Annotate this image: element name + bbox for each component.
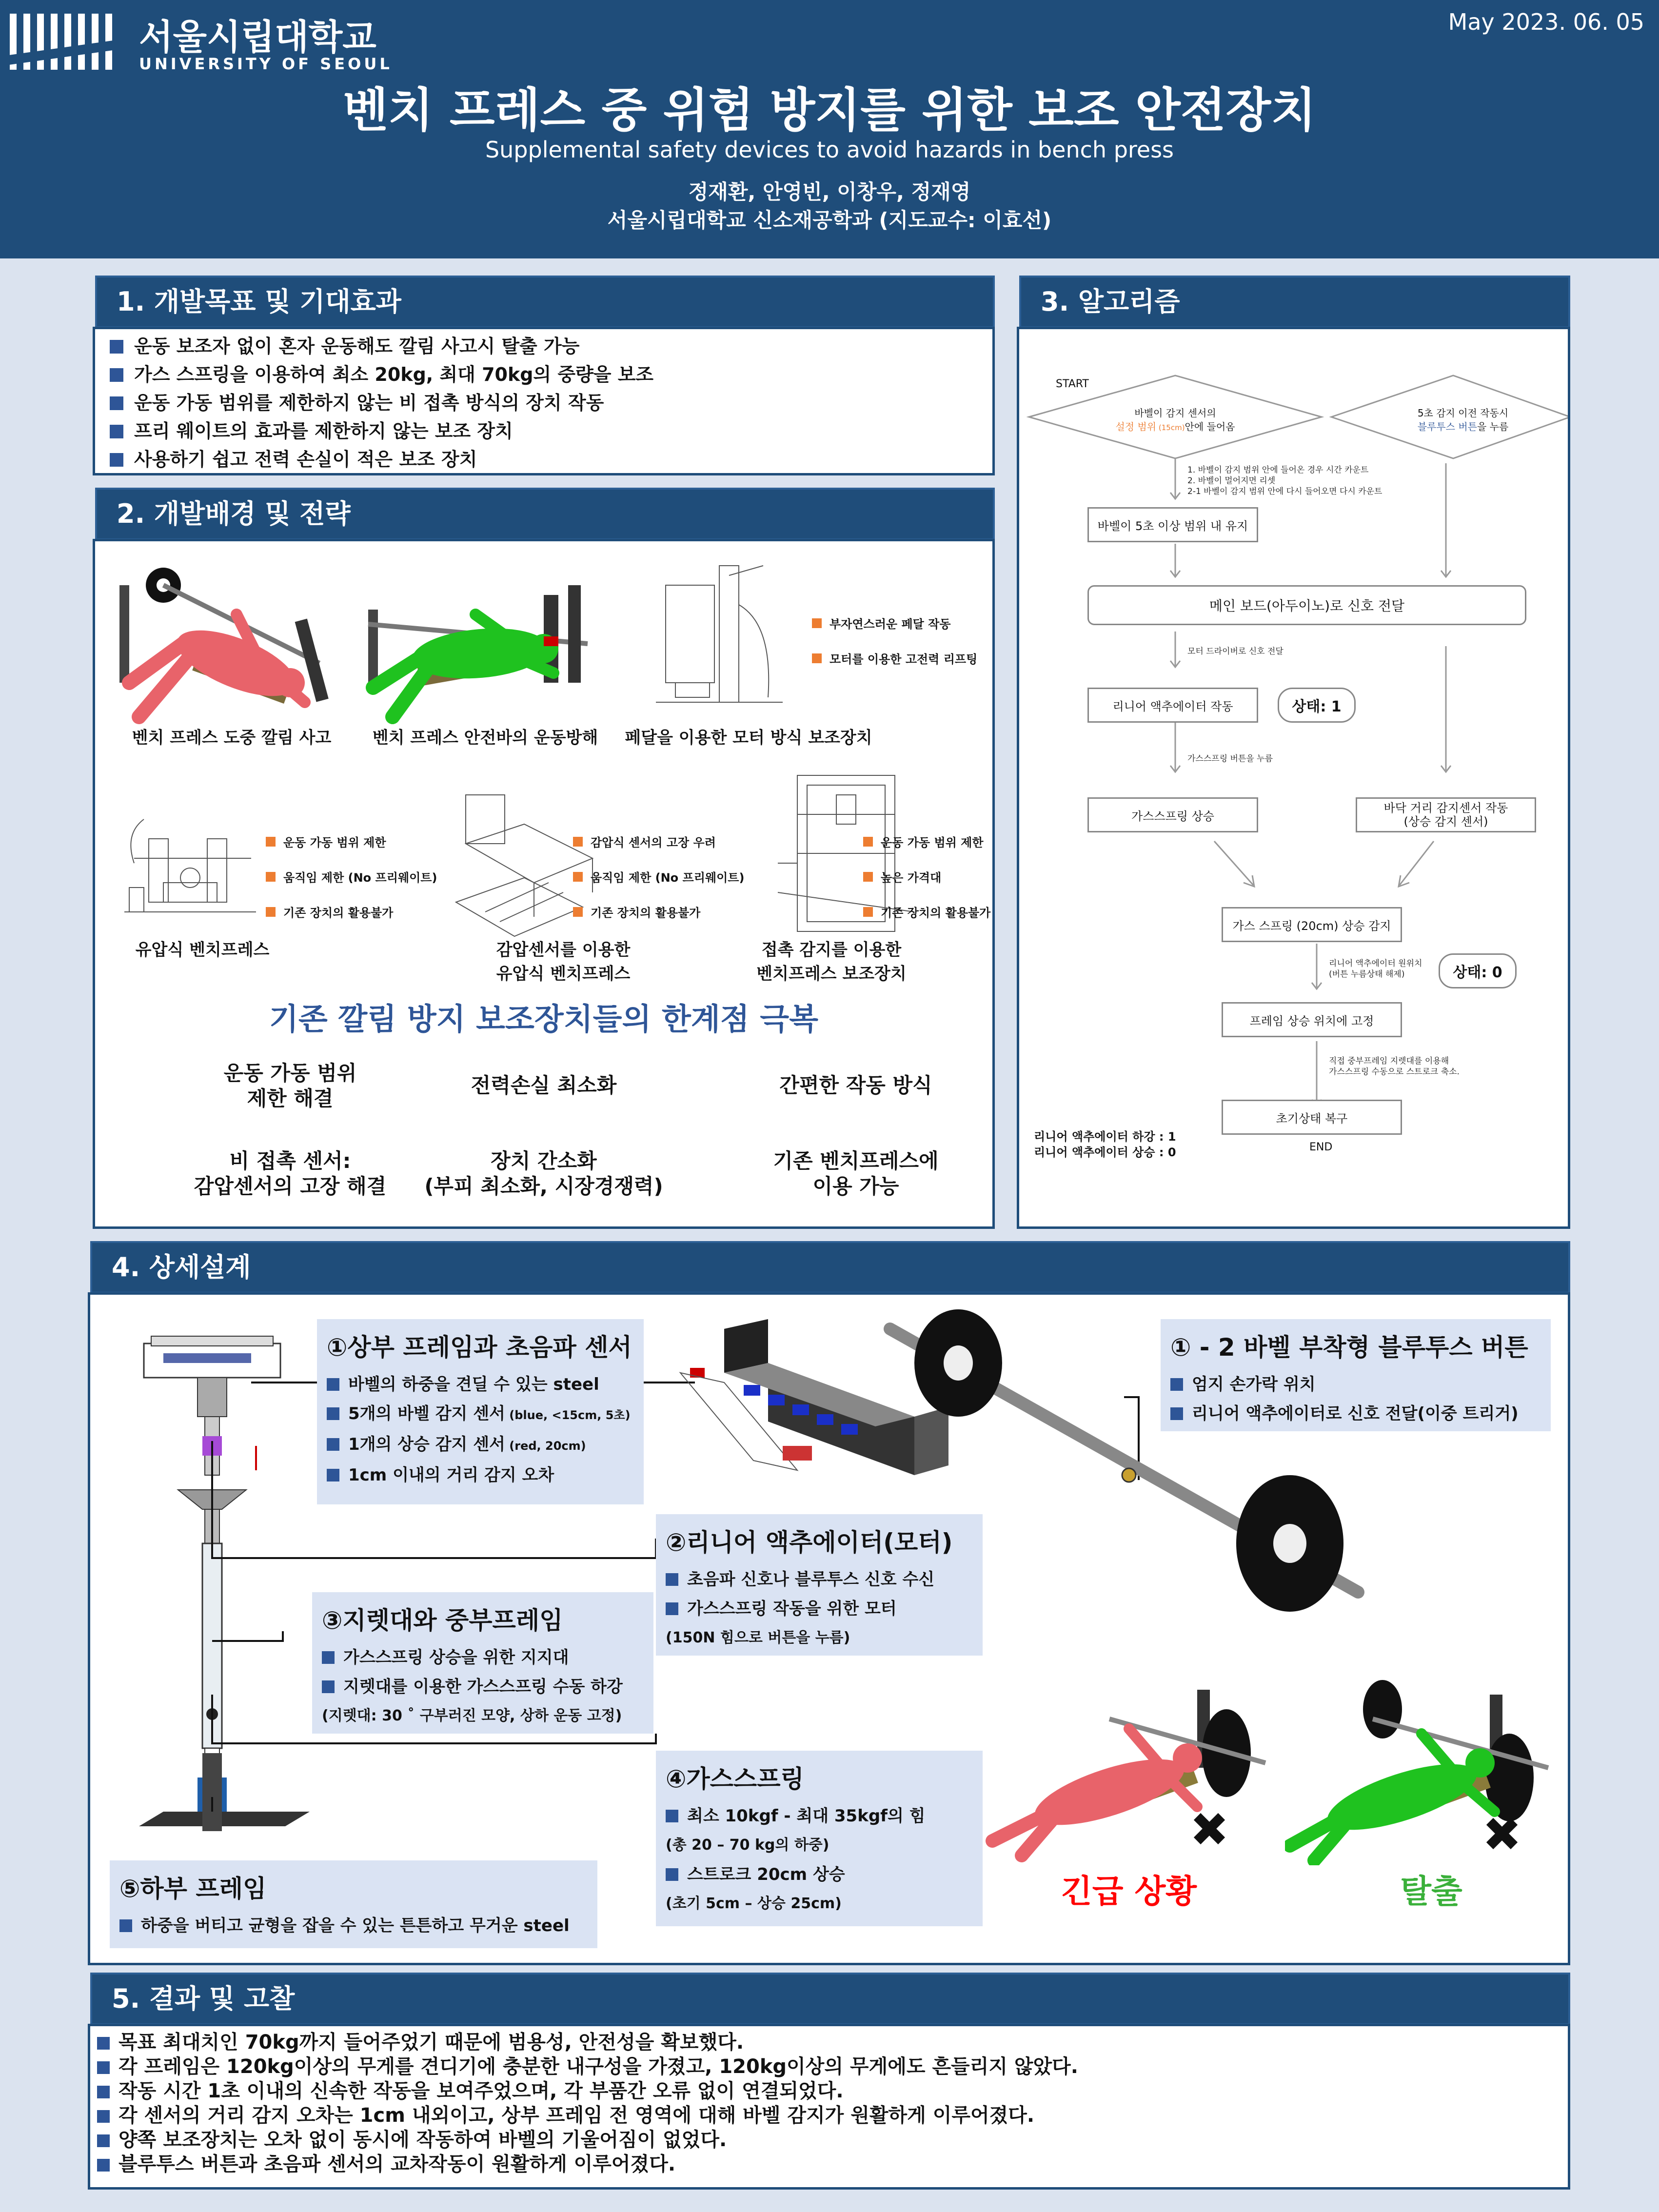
- callout-line: 바벨의 하중을 견딜 수 있는 steel: [327, 1370, 634, 1399]
- goal-item: 운동 가동 범위를 제한하지 않는 비 접촉 방식의 장치 작동: [95, 389, 992, 417]
- section-2-body: [93, 539, 995, 1229]
- range-highlight-small: (15cm): [1156, 423, 1185, 432]
- authors: [0, 178, 1659, 235]
- hydraulic-note: 운동 가동 범위 제한: [266, 833, 386, 850]
- feature-power: 전력손실 최소화: [471, 1073, 617, 1097]
- section-5-body: [88, 2024, 1570, 2190]
- state-legend: [1034, 1129, 1176, 1160]
- callout-linear-actuator: [656, 1514, 983, 1656]
- note-line: (버튼 누름상태 해제): [1329, 969, 1405, 979]
- feature-line: 이용 가능: [812, 1174, 899, 1198]
- university-name-kr: 서울시립대학교: [139, 17, 376, 58]
- feature-line: 기존 벤치프레스에: [773, 1149, 939, 1173]
- decision-text: 안에 들어옴: [1185, 421, 1235, 433]
- result-item: 각 프레임은 120kg이상의 무게를 견디기에 충분한 내구성을 가졌고, 120kg이상의 무게에도 흔들리지 않았다.: [90, 2054, 1568, 2079]
- bluetooth-highlight: 블루투스 버튼: [1417, 421, 1477, 433]
- legend-line: 리니어 액추에이터 상승 : 0: [1034, 1146, 1176, 1159]
- feature-compat: [749, 1148, 963, 1199]
- decision-line: 바벨이 감지 센서의: [1134, 407, 1216, 419]
- callout-small: (red, 20cm): [505, 1439, 586, 1453]
- flow-note-count: [1187, 465, 1382, 497]
- pedal-device-drawing: [646, 556, 792, 722]
- callout-lever-frame: [312, 1592, 653, 1734]
- section-3-body: [1017, 327, 1570, 1229]
- callout-small: (blue, <15cm, 5초): [505, 1408, 631, 1422]
- feature-line: 제한 해결: [247, 1086, 334, 1110]
- callout-title: ②리니어 액추에이터(모터): [666, 1528, 953, 1557]
- feature-line: (부피 최소화, 시장경쟁력): [424, 1174, 663, 1198]
- note-line: 1. 바벨이 감지 범위 안에 들어온 경우 시간 카운트: [1187, 465, 1369, 475]
- hydraulic-note: 기존 장치의 활용불가: [266, 903, 393, 920]
- contact-device-note: 운동 가동 범위 제한: [863, 833, 984, 850]
- caption-pressure-sensor: [466, 936, 661, 984]
- decision-line: 5초 감지 이전 작동시: [1417, 407, 1509, 419]
- callout-bluetooth-button: [1161, 1319, 1551, 1431]
- callout-line: 초음파 신호나 블루투스 신호 수신: [666, 1565, 973, 1594]
- section-4-header: 4. 상세설계: [90, 1241, 1570, 1294]
- flow-start: START: [1056, 378, 1089, 390]
- goal-item: 운동 보조자 없이 혼자 운동해도 깔림 사고시 탈출 가능: [95, 332, 992, 360]
- pressure-sensor-note: 움직임 제한 (No 프리웨이트): [573, 868, 744, 885]
- escape-figure: [1285, 1680, 1558, 1865]
- box-line: (상승 감지 센서): [1403, 815, 1488, 829]
- goal-item: 가스 스프링을 이용하여 최소 20kg, 최대 70kg의 중량을 보조: [95, 360, 992, 389]
- hydraulic-note: 움직임 제한 (No 프리웨이트): [266, 868, 437, 885]
- caption-crushing-accident: 벤치 프레스 도중 깔림 사고: [132, 728, 332, 748]
- box-line: 바닥 거리 감지센서 작동: [1383, 801, 1508, 815]
- note-line: 가스스프링 수동으로 스트로크 축소.: [1329, 1067, 1460, 1077]
- pressure-sensor-note: 기존 장치의 활용불가: [573, 903, 700, 920]
- state-1-badge: 상태: 1: [1278, 688, 1356, 723]
- callout-gas-spring: [656, 1751, 983, 1926]
- state-0-badge: 상태: 0: [1439, 953, 1517, 988]
- callout-text: 5개의 바벨 감지 센서: [348, 1404, 505, 1423]
- callout-line: 지렛대를 이용한 가스스프링 수동 하강: [322, 1672, 644, 1701]
- callout-lower-frame: [110, 1860, 597, 1948]
- result-item: 양쪽 보조장치는 오차 없이 동시에 작동하여 바벨의 기울어짐이 없었다.: [90, 2128, 1568, 2152]
- affiliation: 서울시립대학교 신소재공학과 (지도교수: 이효선): [607, 208, 1052, 232]
- university-name-en: UNIVERSITY OF SEOUL: [139, 55, 393, 73]
- header-banner: [0, 0, 1659, 258]
- escape-label: 탈출: [1400, 1873, 1462, 1910]
- poster-title: 벤치 프레스 중 위험 방지를 위한 보조 안전장치: [343, 83, 1316, 138]
- date: May 2023. 06. 05: [1448, 9, 1644, 35]
- result-item: 목표 최대치인 70kg까지 들어주었기 때문에 범용성, 안전성을 확보했다.: [90, 2030, 1568, 2054]
- legend-line: 리니어 액추에이터 하강 : 1: [1034, 1130, 1176, 1144]
- flow-box-spring-rise: 가스스프링 상승: [1087, 797, 1258, 832]
- callout-title: ①상부 프레임과 초음파 센서: [327, 1333, 632, 1362]
- section-4-body: [88, 1292, 1570, 1965]
- callout-line: 리니어 액추에이터로 신호 전달(이중 트리거): [1170, 1399, 1541, 1428]
- emergency-figure: [983, 1680, 1285, 1865]
- flow-note-actuator-return: [1329, 958, 1422, 980]
- pressure-sensor-bench-drawing: [436, 775, 622, 951]
- flow-box-actuator-on: 리니어 액추에이터 작동: [1087, 688, 1258, 723]
- flow-end: END: [1309, 1141, 1333, 1153]
- callout-line: 스트로크 20cm 상승: [666, 1860, 973, 1889]
- callout-line: 하중을 버티고 균형을 잡을 수 있는 튼튼하고 무거운 steel: [119, 1911, 588, 1940]
- result-item: 블루투스 버튼과 초음파 센서의 교차작동이 원활하게 이루어졌다.: [90, 2152, 1568, 2176]
- callout-line: 가스스프링 작동을 위한 모터: [666, 1594, 973, 1623]
- flow-box-reset: 초기상태 복구: [1222, 1100, 1402, 1135]
- feature-line: 비 접촉 센서:: [229, 1149, 351, 1173]
- callout-line: [327, 1430, 634, 1461]
- section-1-header: 1. 개발목표 및 기대효과: [95, 276, 995, 328]
- result-item: 작동 시간 1초 이내의 신속한 작동을 보여주었으며, 각 부품간 오류 없이 연결되었다.: [90, 2079, 1568, 2103]
- callout-upper-frame: [317, 1319, 644, 1504]
- flowchart-lines: [1019, 329, 1568, 1226]
- feature-simplify: [412, 1148, 675, 1199]
- note-line: 2-1 바벨이 감지 범위 안에 다시 들어오면 다시 카운트: [1187, 487, 1382, 496]
- callout-line: (지렛대: 30 ˚ 구부러진 모양, 상하 운동 고정): [322, 1707, 622, 1724]
- callout-text: 1개의 상승 감지 센서: [348, 1435, 505, 1454]
- contact-device-note: 기존 장치의 활용불가: [863, 903, 990, 920]
- feature-line: 감압센서의 고장 해결: [194, 1174, 387, 1198]
- callout-line: 가스스프링 상승을 위한 지지대: [322, 1643, 644, 1672]
- flow-note-manual-reduce: [1329, 1056, 1460, 1077]
- callout-line: (150N 힘으로 버튼을 누름): [666, 1629, 850, 1646]
- caption-line: 접촉 감지를 이용한: [761, 940, 902, 960]
- pressure-sensor-note: 감압식 센서의 고장 우려: [573, 833, 716, 850]
- flow-box-hold-5s: 바벨이 5초 이상 범위 내 유지: [1087, 507, 1258, 542]
- section-3-header: 3. 알고리즘: [1019, 276, 1570, 328]
- feature-simple: 간편한 작동 방식: [779, 1073, 932, 1097]
- goal-item: 프리 웨이트의 효과를 제한하지 않는 보조 장치: [95, 417, 992, 445]
- contact-sensing-device-drawing: [749, 766, 924, 951]
- caption-line: 유압식 벤치프레스: [496, 964, 631, 984]
- feature-range: [193, 1061, 388, 1111]
- callout-title: ① - 2 바벨 부착형 블루투스 버튼: [1170, 1333, 1528, 1362]
- range-highlight: 설정 범위: [1115, 421, 1157, 433]
- caption-hydraulic: 유압식 벤치프레스: [135, 940, 270, 960]
- note-line: 2. 바벨이 멀어지면 리셋: [1187, 476, 1276, 486]
- callout-line: 1cm 이내의 거리 감지 오차: [327, 1461, 634, 1490]
- note-line: 직접 중부프레임 지렛대를 이용해: [1329, 1056, 1449, 1066]
- university-logo: [10, 14, 112, 70]
- callout-title: ③지렛대와 중부프레임: [322, 1606, 563, 1635]
- pedal-note: 부자연스러운 페달 작동: [812, 614, 951, 632]
- callout-line: 최소 10kgf - 최대 35kgf의 힘: [666, 1801, 973, 1831]
- crushing-accident-figure: [110, 556, 344, 751]
- decision-line: [1087, 420, 1263, 434]
- flow-note-press-button: 가스스프링 버튼을 누름: [1187, 754, 1273, 764]
- callout-line: (총 20 – 70 kg의 하중): [666, 1837, 830, 1854]
- flow-box-rise-detect: 가스 스프링 (20cm) 상승 감지: [1222, 907, 1402, 942]
- caption-pedal-device: 페달을 이용한 모터 방식 보조장치: [625, 728, 872, 748]
- pedal-note: 모터를 이용한 고전력 리프팅: [812, 650, 977, 667]
- flow-box-floor-sensor: [1356, 797, 1536, 832]
- feature-line: 장치 간소화: [491, 1149, 597, 1173]
- callout-line: (초기 5cm – 상승 25cm): [666, 1895, 842, 1912]
- callout-line: 엄지 손가락 위치: [1170, 1370, 1541, 1399]
- flow-box-fix-frame: 프레임 상승 위치에 고정: [1222, 1002, 1402, 1037]
- feature-line: 운동 가동 범위: [223, 1061, 357, 1085]
- note-line: 리니어 액추에이터 원위치: [1329, 959, 1422, 968]
- decision-barbel-range: [1087, 406, 1263, 434]
- section-2-header: 2. 개발배경 및 전략: [95, 488, 995, 540]
- decision-bluetooth-button: [1375, 406, 1551, 434]
- result-item: 각 센서의 거리 감지 오차는 1cm 내외이고, 상부 프레임 전 영역에 대해 바벨 감지가 원활하게 이루어졌다.: [90, 2103, 1568, 2128]
- goal-item: 사용하기 쉽고 전력 손실이 적은 보조 장치: [95, 445, 992, 474]
- limitations-headline: 기존 깔림 방지 보조장치들의 한계점 극복: [269, 1001, 819, 1037]
- decision-text: 을 누름: [1477, 421, 1509, 433]
- author-names: 정재환, 안영빈, 이창우, 정재영: [688, 180, 971, 204]
- callout-line: [327, 1399, 634, 1430]
- caption-line: 벤치프레스 보조장치: [756, 964, 907, 984]
- hydraulic-bench-drawing: [105, 790, 266, 931]
- callout-title: ④가스스프링: [666, 1765, 804, 1793]
- safety-bar-figure: [358, 556, 602, 751]
- caption-contact-device: [729, 936, 934, 984]
- poster-subtitle: Supplemental safety devices to avoid hazards in bench press: [485, 137, 1174, 163]
- section-1-body: [93, 327, 995, 475]
- flow-box-main-board: 메인 보드(아두이노)로 신호 전달: [1087, 585, 1526, 625]
- contact-device-note: 높은 가격대: [863, 868, 941, 885]
- emergency-label: 긴급 상황: [1061, 1873, 1197, 1910]
- section-5-header: 5. 결과 및 고찰: [90, 1973, 1570, 2025]
- feature-sensor: [173, 1148, 407, 1199]
- caption-safety-bar: 벤치 프레스 안전바의 운동방해: [372, 728, 598, 748]
- caption-line: 감압센서를 이용한: [496, 940, 631, 960]
- flow-note-motor-driver: 모터 드라이버로 신호 전달: [1187, 647, 1284, 656]
- callout-title: ⑤하부 프레임: [119, 1875, 267, 1903]
- decision-line: [1375, 420, 1551, 434]
